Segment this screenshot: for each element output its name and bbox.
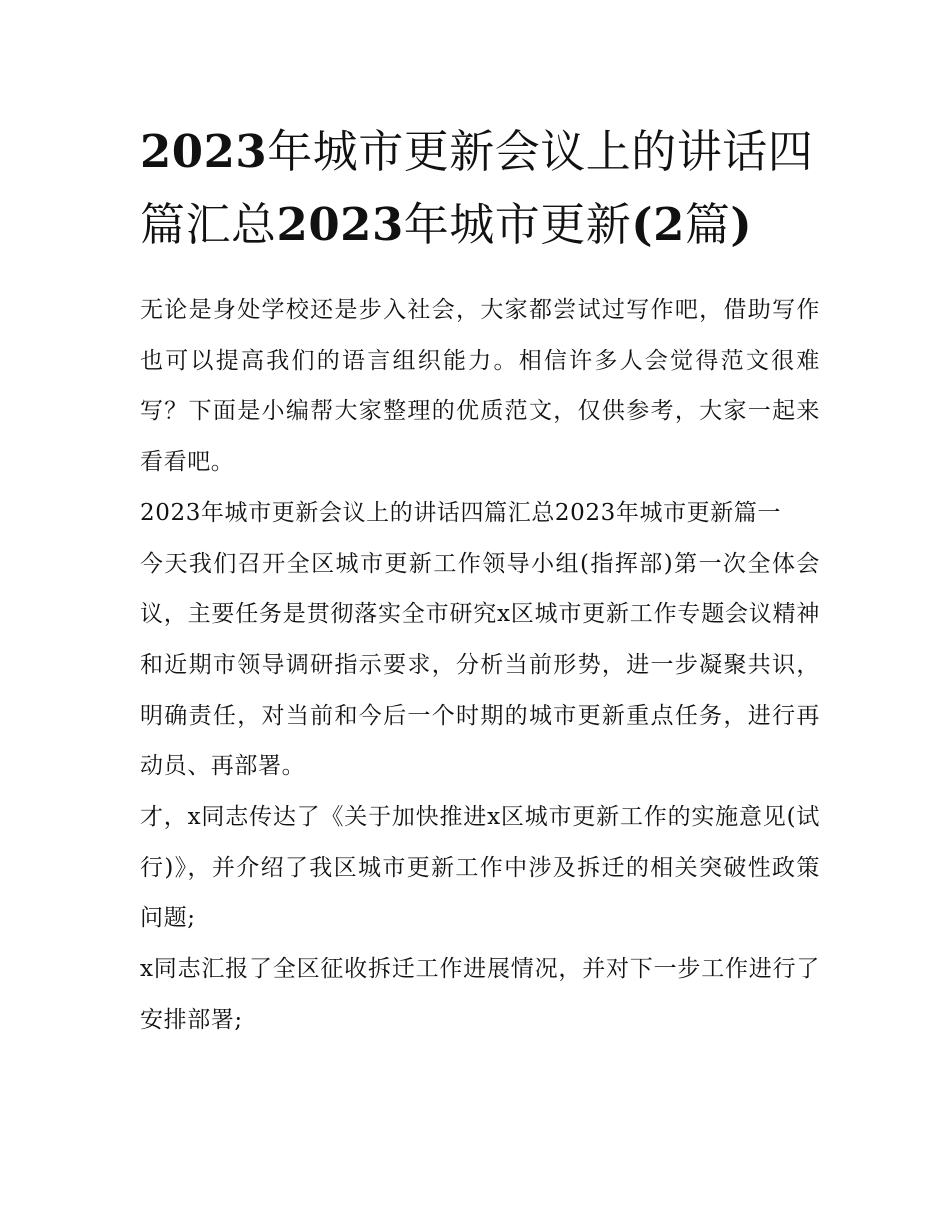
document-page [140, 115, 820, 1046]
title-text-1: 年城市更新会议上的讲话四篇汇总 [140, 125, 814, 251]
title-year-2: 2023 [276, 198, 404, 251]
document-title [140, 115, 820, 261]
title-text-3: 篇 [684, 198, 731, 251]
paragraph-opinion-summary: 才，x同志传达了《关于加快推进x区城市更新工作的实施意见(试行)》，并介绍了我区城市更新工作中涉及拆迁的相关突破性政策问题; [140, 804, 820, 932]
paragraph-section-heading: 2023年城市更新会议上的讲话四篇汇总2023年城市更新篇一 [140, 499, 782, 526]
title-year-1: 2023 [140, 125, 268, 178]
paragraph-progress-report: x同志汇报了全区征收拆迁工作进展情况，并对下一步工作进行了安排部署; [140, 956, 820, 1033]
paragraph-intro: 无论是身处学校还是步入社会，大家都尝试过写作吧，借助写作也可以提高我们的语言组织能力。相信许多人会觉得范文很难写？下面是小编帮大家整理的优质范文，仅供参考，大家一起来看看吧。 [140, 297, 820, 476]
document-body [140, 285, 820, 1046]
paragraph-meeting-purpose: 今天我们召开全区城市更新工作领导小组(指挥部)第一次全体会议，主要任务是贯彻落实全市研究x区城市更新工作专题会议精神和近期市领导调研指示要求，分析当前形势，进一步凝聚共识，明确责任，对当前和今后一个时期的城市更新重点任务，进行再动员、再部署。 [140, 550, 820, 780]
title-count-open: (2 [631, 198, 685, 251]
title-text-2: 年城市更新 [403, 198, 632, 251]
title-count-close: ) [730, 198, 753, 251]
